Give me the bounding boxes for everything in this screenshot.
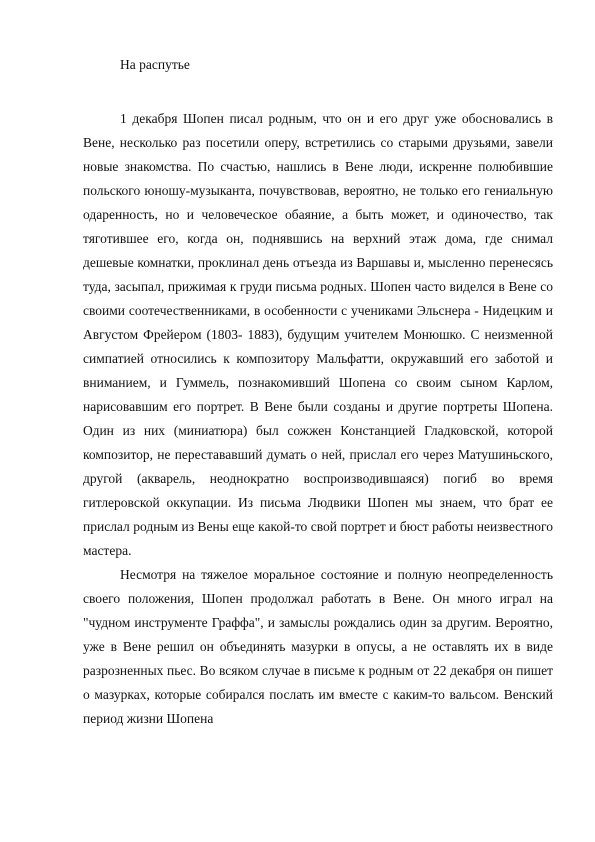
paragraph-2: Несмотря на тяжелое моральное состояние и полную неопределенность своего положения, Шопен продолжал работать в Вене. Он много играл на "чудном инструменте Граффа", и замыслы рождались один за другим. Вероятно, уже в Вене решил он объединять мазурки в опусы, а не оставлять их в виде разрозненных пьес. Во всяком случае в письме к родным от 22 декабря он пишет о мазурках, которые собирался послать им вместе с каким-то вальсом. Венский период жизни Шопена [83, 567, 553, 726]
document-body [83, 107, 553, 731]
paragraph-1: 1 декабря Шопен писал родным, что он и его друг уже обосновались в Вене, несколько раз посетили оперу, встретились со старыми друзьями, завели новые знакомства. По счастью, нашлись в Вене люди, искренне полюбившие польского юношу-музыканта, почувствовав, вероятно, не только его гениальную одаренность, но и человеческое обаяние, а быть может, и одиночество, так тяготившее его, когда он, поднявшись на верхний этаж дома, где снимал дешевые комнатки, проклинал день отъезда из Варшавы и, мысленно перенесясь туда, засыпал, прижимая к груди письма родных. Шопен часто виделся в Вене со своими соотечественниками, в особенности с учениками Эльснера - Нидецким и Августом Фрейером (1803- 1883), будущим учителем Монюшко. С неизменной симпатией относились к композитору Мальфатти, окружавший его заботой и вниманием, и Гуммель, познакомивший Шопена со своим сыном Карлом, нарисовавшим его портрет. В Вене были созданы и другие портреты Шопена. Один из них (миниатюра) был сожжен Констанцией Гладковской, которой композитор, не перестававший думать о ней, прислал его через Матушиньского, другой (акварель, неоднократно воспроизводившаяся) погиб во время гитлеровской оккупации. Из письма Людвики Шопен мы знаем, что брат ее прислал родным из Вены еще какой-то свой портрет и бюст работы неизвестного мастера. [83, 111, 553, 558]
document-title: На распутье [120, 57, 190, 72]
